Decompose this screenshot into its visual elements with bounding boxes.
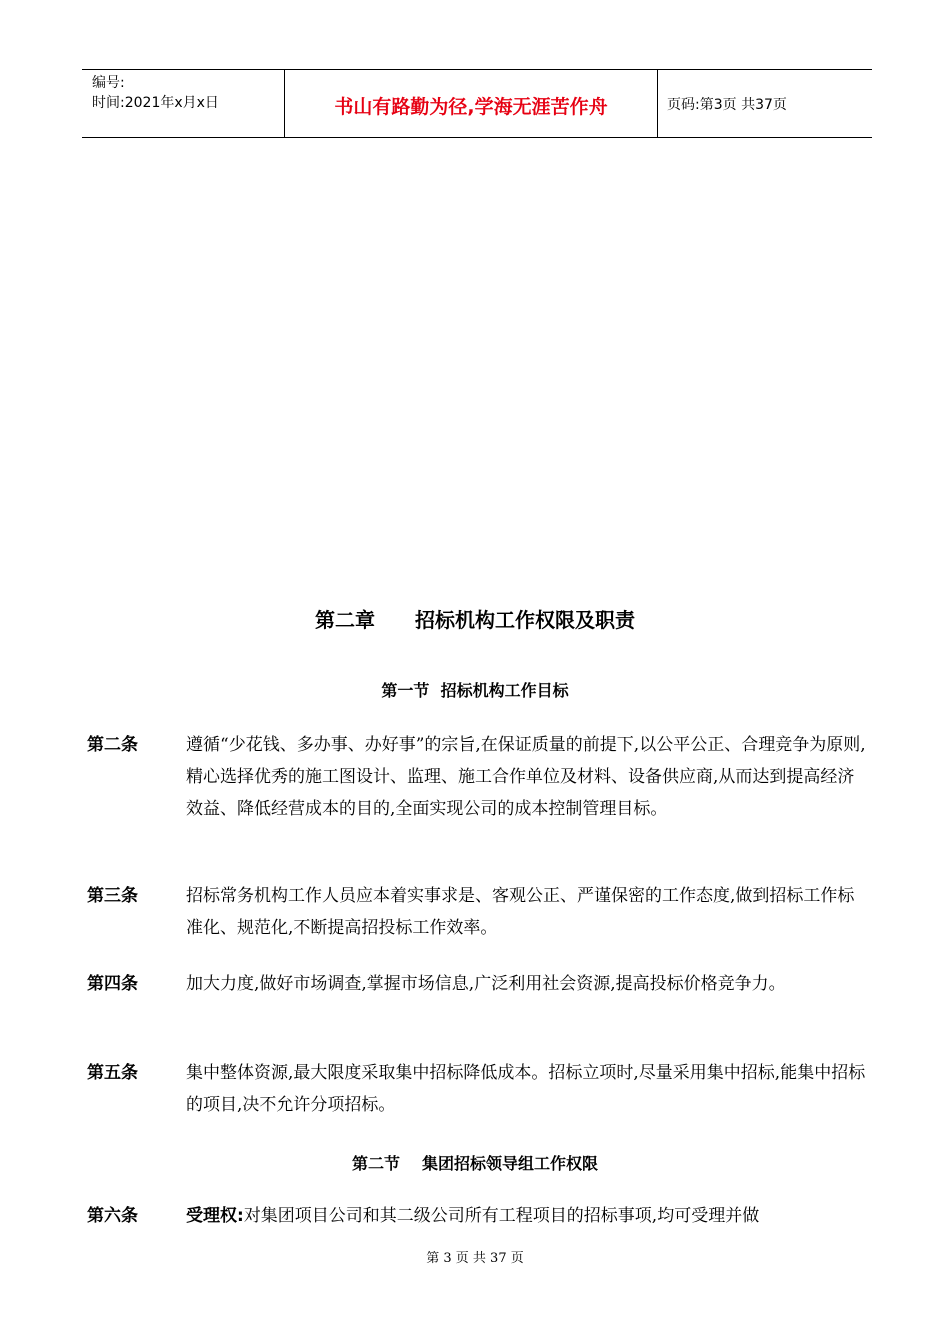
article-text: 集中整体资源,最大限度采取集中招标降低成本。招标立项时,尽量采用集中招标,能集中招标的项目,决不允许分项招标。 bbox=[186, 1063, 866, 1115]
article-label: 第二条 bbox=[87, 735, 138, 755]
header-table bbox=[82, 69, 872, 138]
article-label: 第六条 bbox=[87, 1206, 138, 1226]
section-title: 集团招标领导组工作权限 bbox=[422, 1154, 599, 1173]
chapter-number: 第二章 bbox=[315, 608, 375, 632]
section-number: 第二节 bbox=[351, 1154, 400, 1173]
article-label: 第五条 bbox=[87, 1063, 138, 1083]
article-body: 对集团项目公司和其二级公司所有工程项目的招标事项,均可受理并做 bbox=[243, 1206, 760, 1226]
header-motto-cell bbox=[284, 70, 658, 137]
section-heading bbox=[0, 1151, 950, 1174]
chapter-heading bbox=[0, 604, 950, 633]
section-title: 招标机构工作目标 bbox=[440, 681, 569, 700]
article-label: 第三条 bbox=[87, 886, 138, 906]
header-motto: 书山有路勤为径,学海无涯苦作舟 bbox=[334, 96, 608, 118]
article-label: 第四条 bbox=[87, 974, 138, 994]
chapter-title: 招标机构工作权限及职责 bbox=[415, 608, 635, 632]
document-number-label: 编号: bbox=[92, 75, 125, 91]
section-heading bbox=[0, 678, 950, 701]
header-info-cell bbox=[82, 70, 284, 137]
footer-page-number: 第 3 页 共 37 页 bbox=[426, 1251, 524, 1266]
article-text: 招标常务机构工作人员应本着实事求是、客观公正、严谨保密的工作态度,做到招标工作标准化、规范化,不断提高招投标工作效率。 bbox=[186, 886, 855, 938]
header-page-cell bbox=[657, 70, 872, 137]
article-text: 遵循“少花钱、多办事、办好事”的宗旨,在保证质量的前提下,以公平公正、合理竞争为原则,精心选择优秀的施工图设计、监理、施工合作单位及材料、设备供应商,从而达到提高经济效益、降低经营成本的目的,全面实现公司的成本控制管理目标。 bbox=[186, 735, 866, 819]
article-text bbox=[186, 1200, 869, 1232]
section-number: 第一节 bbox=[381, 681, 430, 700]
document-date-label: 时间:2021年x月x日 bbox=[92, 95, 219, 111]
article-text: 加大力度,做好市场调查,掌握市场信息,广泛利用社会资源,提高投标价格竞争力。 bbox=[186, 974, 786, 994]
header-page-number: 页码:第3页 共37页 bbox=[667, 97, 787, 113]
article-keyword: 受理权: bbox=[186, 1206, 244, 1226]
